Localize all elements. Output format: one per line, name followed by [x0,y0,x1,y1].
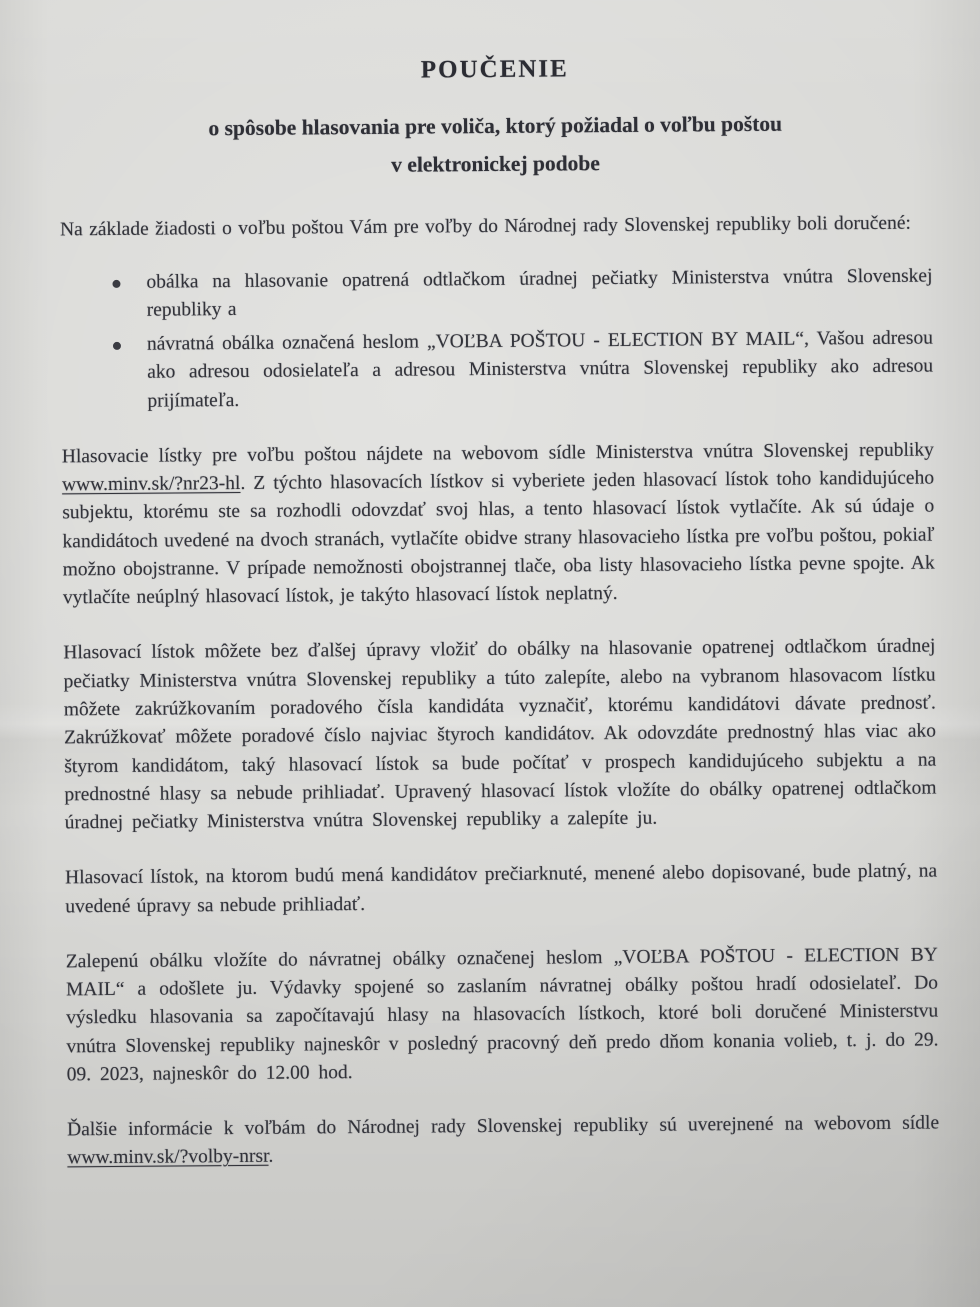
bullet-item-return-envelope [61,325,934,417]
bullet-marker [113,342,121,350]
paragraph-text: Ďalšie informácie k voľbám do Národnej rady Slovenskej republiky sú uverejnené na webovom sídle [67,1112,940,1141]
minv-elections-link: www.minv.sk/?volby-nrsr [67,1146,269,1169]
delivered-items-list [60,262,933,416]
document-subtitle-line1: o spôsobe hlasovania pre voliča, ktorý požiadal o voľbu poštou [208,111,783,141]
bullet-item-envelope [60,262,932,325]
paragraph-text: Hlasovacie lístky pre voľbu poštou nájdete na webovom sídle Ministerstva vnútra Slovenskej republiky [61,439,934,468]
paragraph-return-mailing: Zalepenú obálku vložíte do návratnej obálky označenej heslom „VOĽBA POŠTOU - ELECTION BY MAIL“ a odošlete ju. Výdavky spojené so zaslaním návratnej obálky poštou hradí odosielateľ. Do výsledku hlasovania sa započítavajú hlasy na hlasovacích lístkoch, ktoré boli doručené Ministerstvu vnútra Slovenskej republiky najneskôr v posledný pracovný deň predo dňom konania volieb, t. j. do 29. 09. 2023, najneskôr do 12.00 hod. [65,944,939,1086]
bullet-text: obálka na hlasovanie opatrená odtlačkom úradnej pečiatky Ministerstva vnútra Slovenskej republiky a [146,265,933,321]
paragraph-more-info [67,1110,939,1173]
bullet-marker [112,279,120,287]
paragraph-ballot-validity: Hlasovací lístok, na ktorom budú mená kandidátov prečiarknuté, menené alebo dopisované, bude platný, na uvedené úpravy sa nebude prihliadať. [65,860,938,917]
document-subtitle [59,105,932,187]
intro-paragraph: Na základe žiadosti o voľbu poštou Vám pre voľby do Národnej rady Slovenskej republiky boli doručené: [59,212,911,241]
bullet-text: návratná obálka označená heslom „VOĽBA POŠTOU - ELECTION BY MAIL“, Vašou adresou ako adresou odosielateľa a adresou Ministerstva vnútra Slovenskej republiky ako adresou prijímateľa. [146,327,934,412]
paragraph-ballot-instructions [62,436,935,612]
document-title: POUČENIE [420,55,569,84]
paragraph-text: . Z týchto hlasovacích lístkov si vyberiete jeden hlasovací lístok toho kandidujúceho subjektu, ktorému ste sa rozhodli odovzdať svoj hlas, a tento hlasovací lístok vytlačíte. Ak sú údaje o kandidátoch uvedené na dvoch stranách, vytlačíte obidve strany hlasovacieho lístka pre voľbu poštou, pokiaľ možno obojstranne. V prípade nemožnosti obojstrannej tlače, oba listy hlasovacieho lístka pevne spojte. Ak vytlačíte neúplný hlasovací lístok, je takýto hlasovací lístok neplatný. [62,467,935,609]
document-subtitle-line2: v elektronickej podobe [391,150,600,177]
paragraph-text: . [268,1146,274,1168]
minv-ballots-link: www.minv.sk/?nr23-hl [61,473,241,496]
paragraph-envelope-marking: Hlasovací lístok môžete bez ďalšej úpravy vložiť do obálky na hlasovanie opatrenej odtlačkom úradnej pečiatky Ministerstva vnútra Slovenskej republiky a túto zalepíte, alebo na vybranom hlasovacom lístku môžete zakrúžkovaním poradového čísla kandidáta vyznačiť, ktorému kandidátovi dávate prednosť. Zakrúžkovať môžete poradové číslo najviac štyroch kandidátov. Ak odovzdáte prednostný hlas viac ako štyrom kandidátom, taký hlasovací lístok sa bude počítať v prospech kandidujúceho subjektu a na prednostné hlasy sa nebude prihliadať. Upravený hlasovací lístok vložíte do obálky opatrenej odtlačkom úradnej pečiatky Ministerstva vnútra Slovenskej republiky a zalepíte ju. [63,635,937,834]
